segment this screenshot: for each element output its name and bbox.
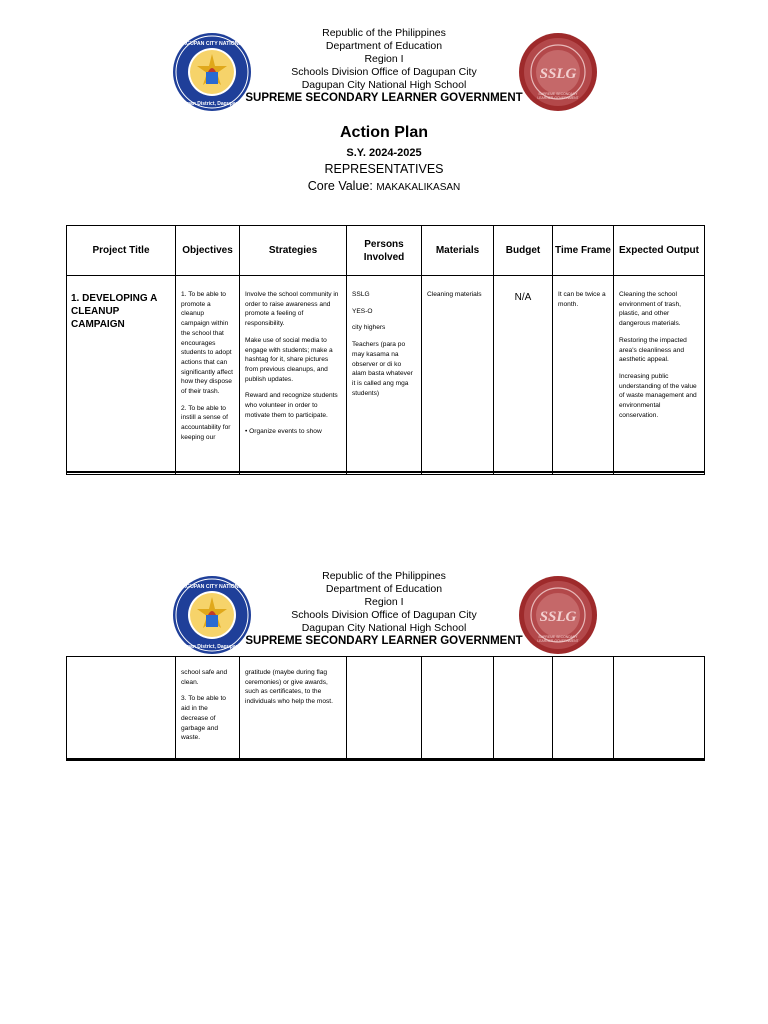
col-objectives: Objectives (176, 226, 240, 276)
output-2: Restoring the impacted area's cleanliness and aesthetic appeal. (619, 336, 687, 364)
core-value-label: Core Value: (307, 179, 373, 193)
cell-budget (494, 276, 553, 475)
cell-persons (347, 276, 422, 475)
budget-text: N/A (514, 292, 532, 303)
col-expected-output: Expected Output (614, 226, 705, 276)
table-bottom-rule (66, 758, 704, 760)
cell-strategies (240, 657, 347, 761)
table-header-row (67, 226, 705, 276)
col-strategies: Strategies (240, 226, 347, 276)
person-1: SSLG (352, 291, 370, 298)
col-persons-involved: Persons Involved (347, 226, 422, 276)
header-division: Schools Division Office of Dagupan City (291, 609, 477, 621)
header-school: Dagupan City National High School (301, 79, 467, 91)
strategy-4-cont: gratitude (maybe during flag ceremonies) or give awards, such as certificates, to the individuals who help the most. (245, 669, 333, 706)
cell-time-frame (553, 276, 614, 475)
cell-expected-output (614, 657, 705, 761)
objective-2: 2. To be able to instill a sense of accountability for keeping our (181, 404, 231, 441)
core-value-text: MAKAKALIKASAN (376, 182, 461, 193)
header-republic: Republic of the Philippines (322, 27, 446, 39)
person-3: city highers (352, 324, 386, 332)
cell-expected-output (614, 276, 705, 475)
cell-materials (422, 657, 494, 761)
core-value (0, 179, 768, 193)
header-region: Region I (364, 596, 404, 608)
materials-text: Cleaning materials (427, 291, 482, 298)
cell-persons (347, 657, 422, 761)
col-time-frame: Time Frame (553, 226, 614, 276)
group-name: REPRESENTATIVES (324, 162, 444, 176)
cell-objectives (176, 276, 240, 475)
action-plan-table (66, 225, 705, 475)
action-plan-table-continued (66, 656, 705, 761)
header-department: Department of Education (325, 583, 443, 595)
cell-project (67, 276, 176, 475)
cell-project (67, 657, 176, 761)
cell-objectives (176, 657, 240, 761)
header-org: SUPREME SECONDARY LEARNER GOVERNMENT (245, 92, 523, 104)
header-division: Schools Division Office of Dagupan City (291, 66, 477, 78)
table-row (67, 276, 705, 475)
cell-time-frame (553, 657, 614, 761)
objective-3: 3. To be able to aid in the decrease of garbage and waste. (181, 695, 226, 742)
time-frame-text: It can be twice a month. (558, 291, 606, 308)
output-3: Increasing public understanding of the value of waste management and environmental conservation. (619, 372, 697, 419)
header-region: Region I (364, 53, 404, 65)
person-4: Teachers (para po may kasama na observer or di ko alam basta whatever it is called ang mga students) (352, 341, 413, 397)
strategy-1: Involve the school community in order to raise awareness and promote a feeling of responsibility. (245, 291, 339, 328)
objective-1: 1. To be able to promote a cleanup campaign within the school that encourages students to adopt actions that can significantly affect how they dispose of their trash. (181, 291, 233, 396)
project-title-text: 1. DEVELOPING A CLEANUP CAMPAIGN (71, 293, 157, 330)
strategy-4: • Organize events to show (245, 428, 322, 436)
strategy-2: Make use of social media to engage with students; make a hashtag for it, share pictures from previous cleanups, and publish updates. (245, 336, 333, 383)
table-row (67, 657, 705, 761)
person-2: YES-O (352, 307, 373, 315)
header-school: Dagupan City National High School (301, 622, 467, 634)
cell-materials (422, 276, 494, 475)
cell-strategies (240, 276, 347, 475)
col-budget: Budget (494, 226, 553, 276)
cell-budget (494, 657, 553, 761)
table-bottom-rule (66, 471, 704, 473)
header-org: SUPREME SECONDARY LEARNER GOVERNMENT (245, 635, 523, 647)
output-1: Cleaning the school environment of trash, plastic, and other dangerous materials. (619, 291, 681, 328)
col-materials: Materials (422, 226, 494, 276)
doc-title: Action Plan (339, 124, 428, 141)
header-department: Department of Education (325, 40, 443, 52)
header-republic: Republic of the Philippines (322, 570, 446, 582)
col-project-title: Project Title (67, 226, 176, 276)
school-year: S.Y. 2024-2025 (346, 147, 422, 159)
objective-2-cont: school safe and clean. (181, 669, 228, 686)
strategy-3: Reward and recognize students who volunteer in order to motivate them to participate. (245, 392, 338, 419)
